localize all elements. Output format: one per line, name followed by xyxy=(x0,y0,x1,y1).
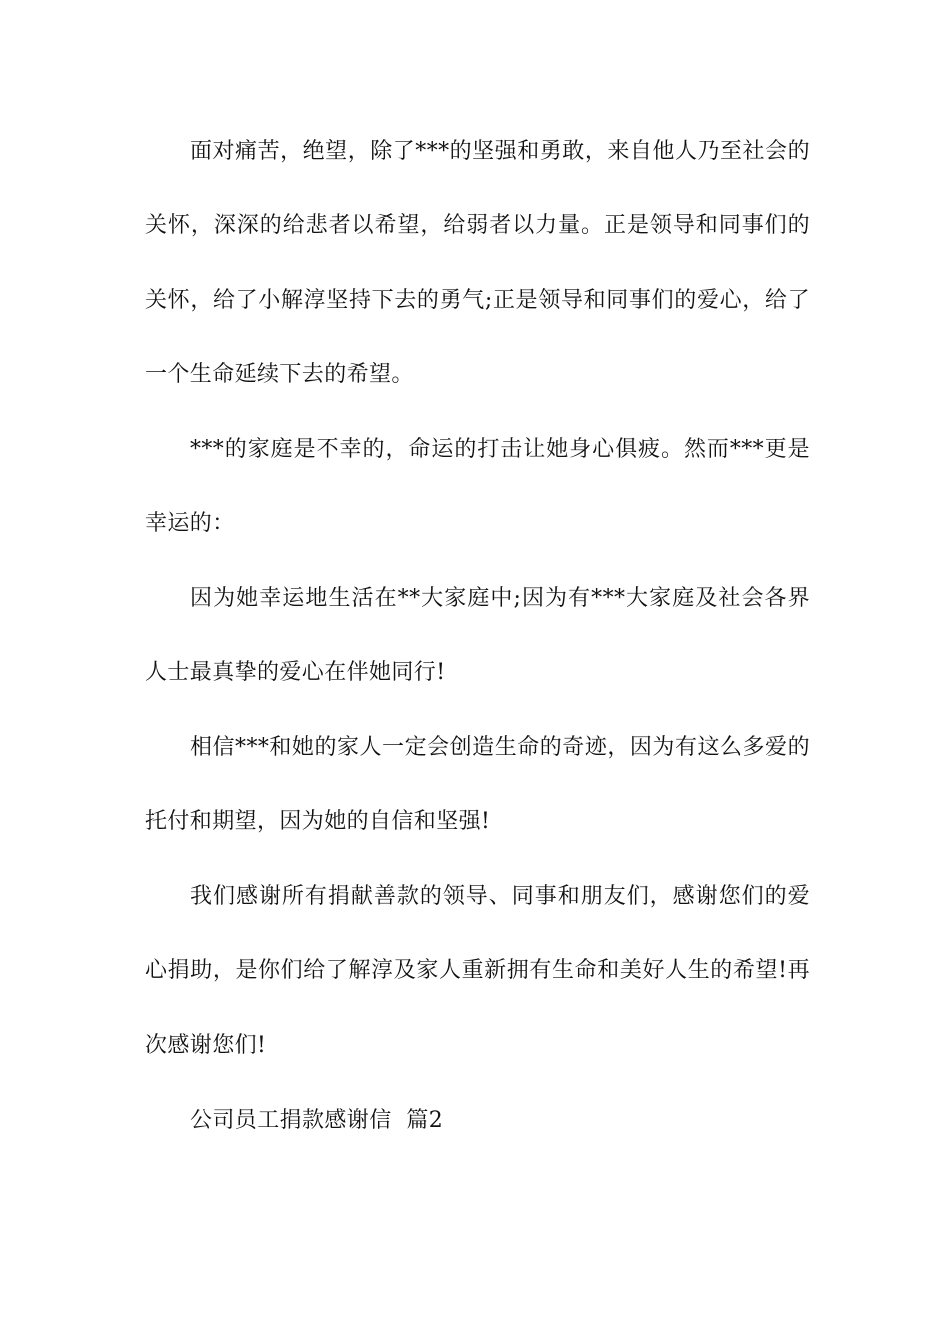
text-line: ***的家庭是不幸的，命运的打击让她身心俱疲。然而***更是 xyxy=(190,437,810,462)
text-line: 一个生命延续下去的希望。 xyxy=(145,362,414,387)
text-line: 关怀，深深的给悲者以希望，给弱者以力量。正是领导和同事们的 xyxy=(145,213,810,238)
text-line: 我们感谢所有捐献善款的领导、同事和朋友们，感谢您们的爱 xyxy=(190,884,810,909)
text-line: 相信***和她的家人一定会创造生命的奇迹，因为有这么多爱的 xyxy=(190,735,810,760)
text-line: 人士最真挚的爱心在伴她同行! xyxy=(145,660,446,685)
text-line: 关怀，给了小解淳坚持下去的勇气;正是领导和同事们的爱心，给了 xyxy=(145,288,810,313)
text-line: 托付和期望，因为她的自信和坚强! xyxy=(145,809,491,834)
text-line: 因为她幸运地生活在**大家庭中;因为有***大家庭及社会各界 xyxy=(190,586,810,611)
text-line: 次感谢您们! xyxy=(145,1033,267,1058)
text-line: 心捐助，是你们给了解淳及家人重新拥有生命和美好人生的希望!再 xyxy=(145,958,810,983)
section-heading: 公司员工捐款感谢信 篇2 xyxy=(190,1108,444,1133)
text-line: 面对痛苦，绝望，除了***的坚强和勇敢，来自他人乃至社会的 xyxy=(190,139,810,164)
text-line: 幸运的： xyxy=(145,511,235,536)
